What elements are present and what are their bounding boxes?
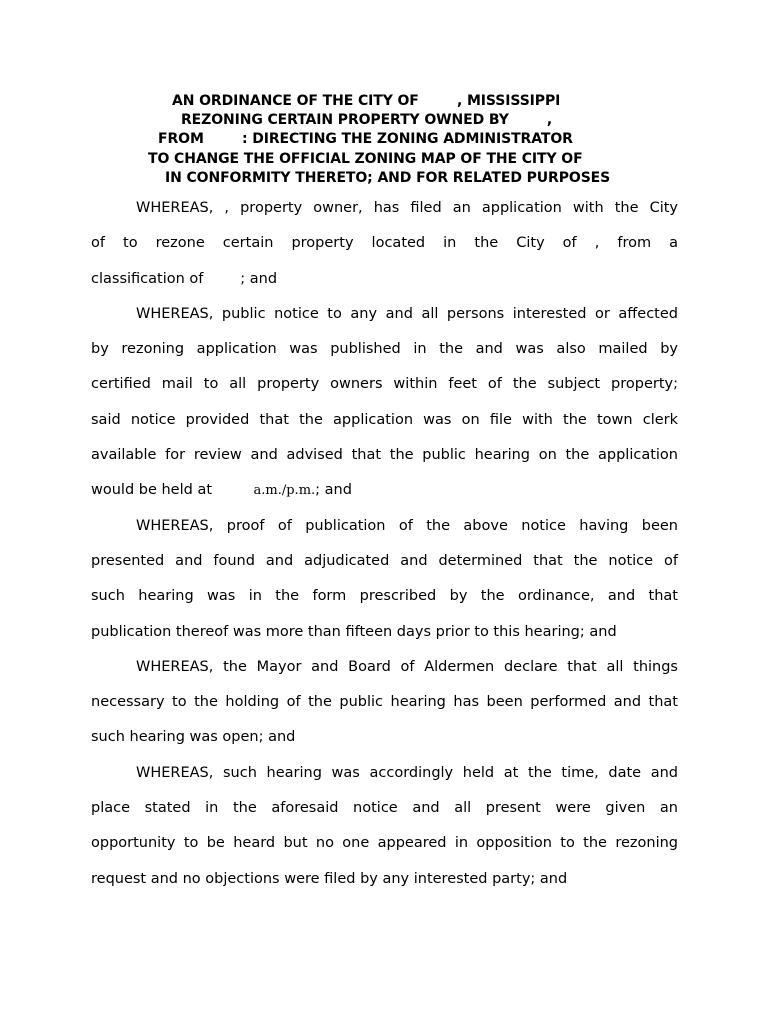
whereas-paragraph-hearing [91,756,678,897]
paragraph-line: such hearing was in the form prescribed by the ordinance, and that [91,588,678,605]
paragraph-line: request and no objections were filed by any interested party; and [91,870,568,887]
paragraph-line: of to rezone certain property located in the City of , from a [91,235,678,252]
paragraph-line: place stated in the aforesaid notice and all present were given an [91,800,678,817]
paragraph-line: available for review and advised that the public hearing on the application [91,447,678,464]
paragraph-line: publication thereof was more than fifteen days prior to this hearing; and [91,623,617,640]
paragraph-line: certified mail to all property owners within feet of the subject property; [91,376,678,393]
whereas-paragraph-notice [91,297,678,509]
title-line: TO CHANGE THE OFFICIAL ZONING MAP OF THE CITY OF [148,150,583,167]
paragraph-line: classification of ; and [91,270,278,287]
hearing-time-text: would be held at [91,482,254,499]
paragraph-line: presented and found and adjudicated and determined that the notice of [91,552,678,569]
paragraph-line: necessary to the holding of the public hearing has been performed and that [91,694,678,711]
paragraph-line: such hearing was open; and [91,729,296,746]
line-suffix-text: ; and [315,482,352,499]
title-line: REZONING CERTAIN PROPERTY OWNED BY , [181,112,553,129]
paragraph-line: WHEREAS, the Mayor and Board of Aldermen declare that all things [136,658,678,675]
paragraph-line: said notice provided that the application was on file with the town clerk [91,411,678,428]
paragraph-line: WHEREAS, , property owner, has filed an application with the City [136,200,678,216]
title-line: AN ORDINANCE OF THE CITY OF , MISSISSIPPI [172,93,561,109]
title-line: FROM : DIRECTING THE ZONING ADMINISTRATOR [158,131,573,148]
ordinance-title [0,92,770,188]
am-pm-text: a.m./p.m. [253,483,316,499]
paragraph-line: by rezoning application was published in the and was also mailed by [91,341,678,358]
paragraph-line: WHEREAS, such hearing was accordingly held at the time, date and [136,764,678,781]
paragraph-line: WHEREAS, proof of publication of the above notice having been [136,517,678,534]
paragraph-line [91,473,678,508]
document-body [91,191,678,897]
paragraph-line: WHEREAS, public notice to any and all persons interested or affected [136,305,678,322]
title-line: IN CONFORMITY THERETO; AND FOR RELATED PURPOSES [165,169,611,186]
whereas-paragraph-mayor [91,650,678,756]
whereas-paragraph-publication [91,509,678,650]
whereas-paragraph-application [91,191,678,297]
paragraph-line: opportunity to be heard but no one appeared in opposition to the rezoning [91,835,678,852]
